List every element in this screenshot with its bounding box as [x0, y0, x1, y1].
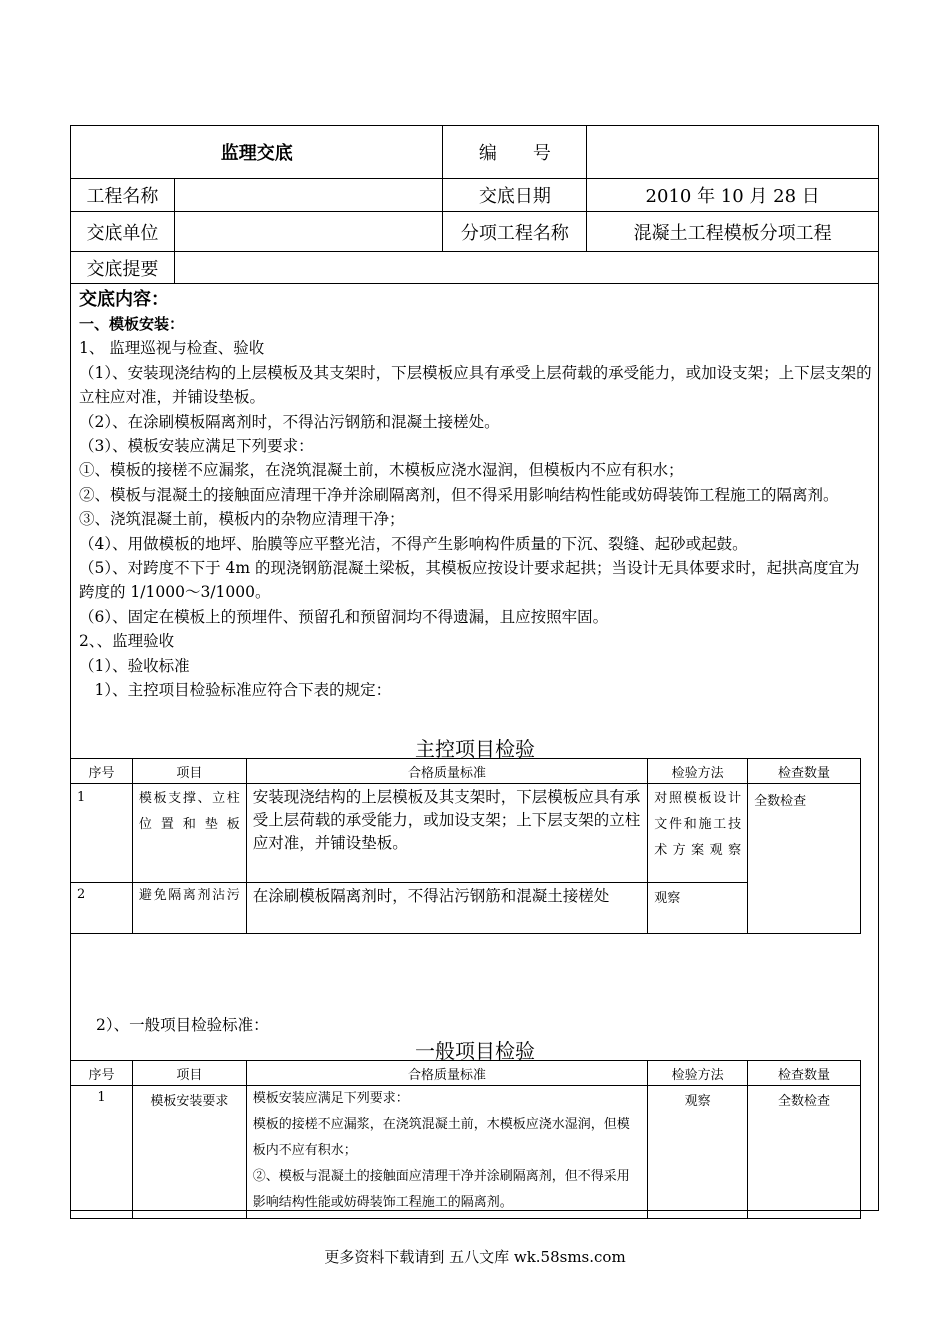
summary-label: 交底提要	[71, 252, 175, 284]
subitem-value: 混凝土工程模板分项工程	[587, 212, 879, 252]
col-header-standard: 合格质量标准	[246, 759, 647, 784]
date-label: 交底日期	[443, 179, 587, 212]
col-header-no: 序号	[71, 759, 133, 784]
summary-value	[174, 252, 878, 284]
row-item: 模板安装要求	[132, 1086, 246, 1219]
row-qty: 全数检查	[748, 784, 861, 934]
content-line: ①、模板的接槎不应漏浆，在浇筑混凝土前，木模板应浇水湿润，但模板内不应有积水；	[79, 461, 684, 480]
content-line: （4）、用做模板的地坪、胎膜等应平整光洁，不得产生影响构件质量的下沉、裂缝、起砂或起鼓。	[79, 534, 748, 553]
table-row	[71, 1086, 861, 1219]
general-intro: 2）、一般项目检验标准：	[96, 1016, 269, 1034]
footer-link[interactable]: 更多资料下载请到 五八文库 wk.58sms.com	[324, 1248, 626, 1266]
subitem-label: 分项工程名称	[443, 212, 587, 252]
col-header-standard: 合格质量标准	[246, 1061, 647, 1086]
col-header-item: 项目	[132, 1061, 246, 1086]
project-name-value	[174, 179, 443, 212]
header-table	[70, 125, 879, 284]
table-row	[71, 784, 861, 883]
row-standard: 安装现浇结构的上层模板及其支架时，下层模板应具有承受上层荷载的承受能力，或加设支架；上下层支架的立柱应对准，并铺设垫板。	[246, 784, 647, 883]
col-header-method: 检验方法	[648, 1061, 748, 1086]
content-line: （2）、在涂刷模板隔离剂时，不得沾污钢筋和混凝土接槎处。	[79, 412, 500, 431]
row-no: 1	[71, 784, 133, 883]
row-item: 模板支撑、立柱位置和垫板	[132, 784, 246, 883]
content-line: （6）、固定在模板上的预埋件、预留孔和预留洞均不得遗漏，且应按照牢固。	[79, 607, 609, 626]
col-header-item: 项目	[132, 759, 246, 784]
col-header-no: 序号	[71, 1061, 133, 1086]
row-standard	[246, 1086, 647, 1219]
row-item: 避免隔离剂沾污	[132, 883, 246, 934]
main-table-title: 主控项目检验	[415, 737, 535, 761]
col-header-method: 检验方法	[648, 759, 748, 784]
section-heading: 一、模板安装：	[79, 315, 185, 333]
row-qty: 全数检查	[748, 1086, 861, 1219]
content-line: ②、模板与混凝土的接触面应清理干净并涂刷隔离剂，但不得采用影响结构性能或妨碍装饰工程施工的隔离剂。	[79, 485, 839, 504]
content-line: 1、 监理巡视与检查、验收	[79, 339, 265, 358]
number-value	[587, 126, 879, 179]
number-label: 编 号	[443, 126, 587, 179]
content-line: （3）、模板安装应满足下列要求：	[79, 437, 314, 456]
content-body	[79, 288, 874, 703]
row-method: 对照模板设计文件和施工技术方案观察	[648, 784, 748, 883]
col-header-qty: 检查数量	[748, 1061, 861, 1086]
standard-line: 模板的接槎不应漏浆，在浇筑混凝土前，木模板应浇水湿润，但模板内不应有积水；	[252, 1117, 630, 1158]
row-no: 1	[71, 1086, 133, 1219]
standard-line: 模板安装应满足下列要求：	[252, 1091, 409, 1106]
content-heading: 交底内容：	[79, 289, 169, 310]
general-table-title: 一般项目检验	[415, 1039, 535, 1063]
main-control-table	[70, 758, 861, 934]
general-item-table	[70, 1060, 861, 1219]
content-line: ③、浇筑混凝土前，模板内的杂物应清理干净；	[79, 510, 405, 529]
content-line: （1）、安装现浇结构的上层模板及其支架时，下层模板应具有承受上层荷载的承受能力，或加设支架；上下层支架的立柱应对准，并铺设垫板。	[79, 363, 872, 407]
date-value: 2010 年 10 月 28 日	[587, 179, 879, 212]
row-method: 观察	[648, 883, 748, 934]
row-no: 2	[71, 883, 133, 934]
standard-line: ②、模板与混凝土的接触面应清理干净并涂刷隔离剂，但不得采用影响结构性能或妨碍装饰工程施工的隔离剂。	[252, 1169, 630, 1210]
table-row	[71, 883, 861, 934]
page-title: 监理交底	[71, 126, 443, 179]
project-name-label: 工程名称	[71, 179, 175, 212]
row-method: 观察	[648, 1086, 748, 1219]
unit-label: 交底单位	[71, 212, 175, 252]
col-header-qty: 检查数量	[748, 759, 861, 784]
row-standard: 在涂刷模板隔离剂时，不得沾污钢筋和混凝土接槎处	[246, 883, 647, 934]
unit-value	[174, 212, 443, 252]
content-line: （5）、对跨度不下于 4m 的现浇钢筋混凝土梁板，其模板应按设计要求起拱；当设计无具体要求时，起拱高度宜为跨度的 1/1000～3/1000。	[79, 559, 860, 602]
content-line: 2、、监理验收	[79, 632, 175, 651]
content-line: （1）、验收标准	[79, 656, 190, 675]
content-line: 1）、主控项目检验标准应符合下表的规定：	[79, 681, 392, 700]
